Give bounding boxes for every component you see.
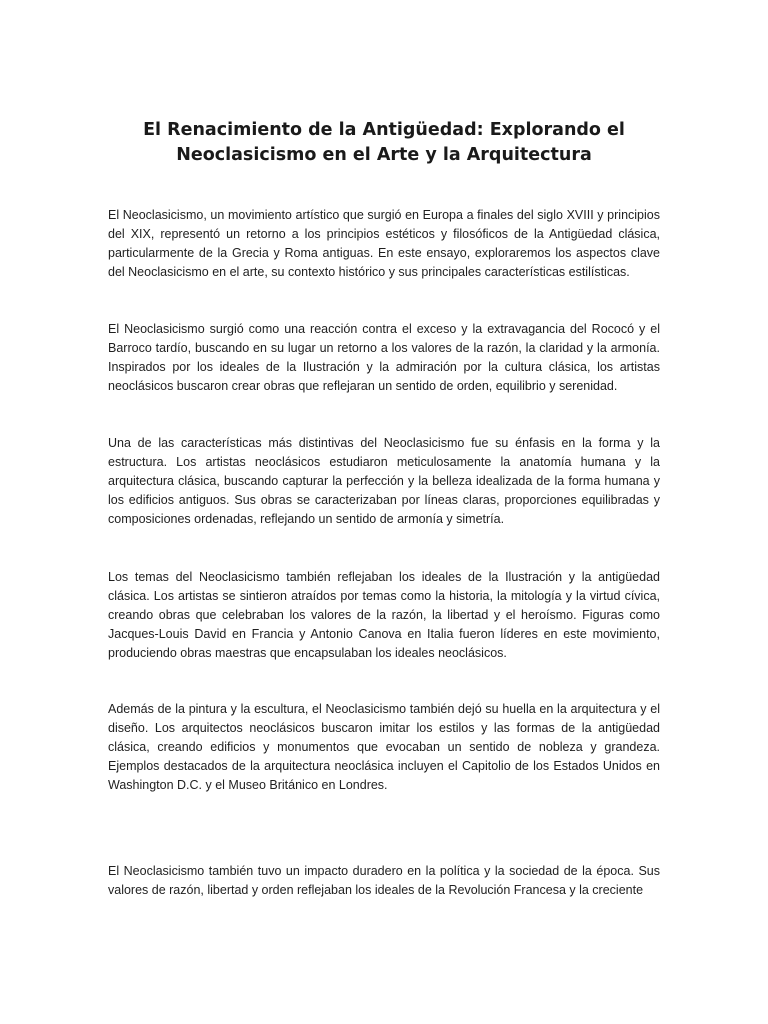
paragraph-themes: Los temas del Neoclasicismo también reflejaban los ideales de la Ilustración y la antigüedad clásica. Los artistas se sintieron atraídos por temas como la historia, la mitología y la virtud cívica, creando obras que celebraban los valores de la razón, la libertad y el heroísmo. Figuras como Jacques-Louis David en Francia y Antonio Canova en Italia fueron líderes en este movimiento, produciendo obras maestras que encapsulaban los ideales neoclásicos.: [108, 570, 660, 660]
paragraph-form-structure: Una de las características más distintivas del Neoclasicismo fue su énfasis en la forma y la estructura. Los artistas neoclásicos estudiaron meticulosamente la anatomía humana y la arquitectura clásica, buscando capturar la perfección y la belleza idealizada de la forma humana y los edificios antiguos. Sus obras se caracterizaban por líneas claras, proporciones equilibradas y composiciones ordenadas, reflejando un sentido de armonía y simetría.: [108, 436, 660, 526]
paragraph-architecture: Además de la pintura y la escultura, el Neoclasicismo también dejó su huella en la arquitectura y el diseño. Los arquitectos neoclásicos buscaron imitar los estilos y las formas de la antigüedad clásica, creando edificios y monumentos que evocaban un sentido de nobleza y grandeza. Ejemplos destacados de la arquitectura neoclásica incluyen el Capitolio de los Estados Unidos en Washington D.C. y el Museo Británico en Londres.: [108, 702, 660, 792]
document-title: El Renacimiento de la Antigüedad: Explorando el Neoclasicismo en el Arte y la Arquitectura: [143, 120, 625, 165]
paragraph-intro: El Neoclasicismo, un movimiento artístico que surgió en Europa a finales del siglo XVIII y principios del XIX, representó un retorno a los principios estéticos y filosóficos de la Antigüedad clásica, particularmente de la Grecia y Roma antiguas. En este ensayo, exploraremos los aspectos clave del Neoclasicismo en el arte, su contexto histórico y sus principales características estilísticas.: [108, 208, 660, 279]
paragraph-politics-society: El Neoclasicismo también tuvo un impacto duradero en la política y la sociedad de la época. Sus valores de razón, libertad y orden reflejaban los ideales de la Revolución Francesa y la creciente: [108, 864, 660, 897]
paragraph-origins: El Neoclasicismo surgió como una reacción contra el exceso y la extravagancia del Rococó y el Barroco tardío, buscando en su lugar un retorno a los valores de la razón, la claridad y la armonía. Inspirados por los ideales de la Ilustración y la admiración por la cultura clásica, los artistas neoclásicos buscaron crear obras que reflejaran un sentido de orden, equilibrio y serenidad.: [108, 322, 660, 393]
